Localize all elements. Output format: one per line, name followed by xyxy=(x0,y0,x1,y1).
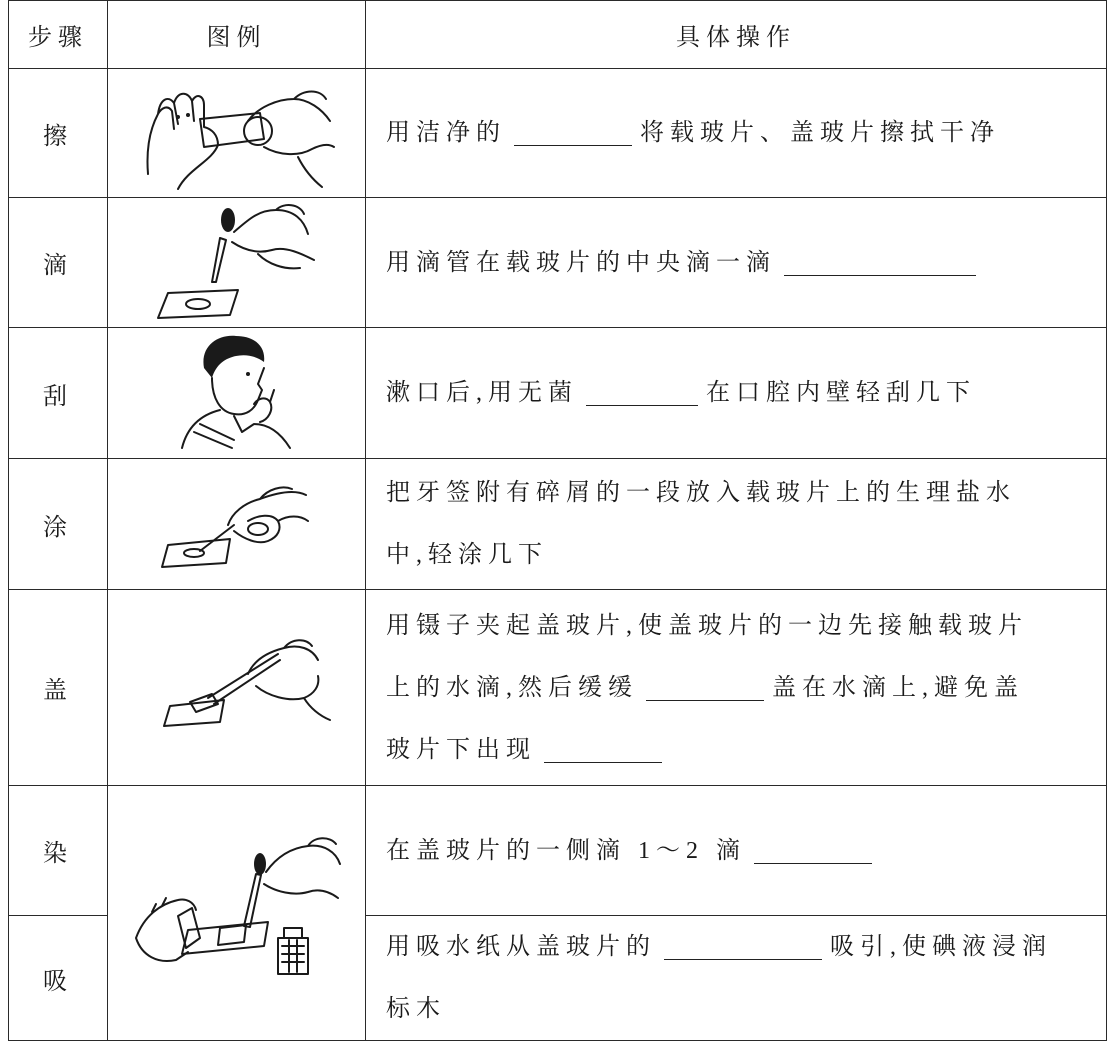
table-row xyxy=(9,590,1107,786)
diagram-cell xyxy=(108,198,366,328)
raised-hand xyxy=(254,390,274,422)
header-diagram: 图例 xyxy=(108,1,366,69)
operation-text: 上的水滴,然后缓缓 xyxy=(386,674,638,701)
operation-line xyxy=(386,232,1106,294)
operation-cell xyxy=(366,328,1107,459)
operation-text: 漱口后,用无菌 xyxy=(386,380,578,406)
hand-shape xyxy=(232,205,314,268)
operation-text: 盖在水滴上,避免盖 xyxy=(772,674,1024,701)
operation-line xyxy=(386,102,1106,164)
operation-line xyxy=(386,657,1106,719)
diagram-cell xyxy=(108,590,366,786)
dropper-tube xyxy=(212,238,226,282)
table-row xyxy=(9,198,1107,328)
operation-line: 用镊子夹起盖玻片,使盖玻片的一边先接触载玻片 xyxy=(386,612,1028,639)
operation-cell xyxy=(366,459,1107,590)
left-hand-shape xyxy=(136,898,196,961)
operation-line: 把牙签附有碎屑的一段放入载玻片上的生理盐水 xyxy=(386,480,1016,506)
step-label: 刮 xyxy=(9,328,108,459)
operation-text: 玻片下出现 xyxy=(386,736,536,763)
answer-blank xyxy=(784,245,976,276)
step-label: 滴 xyxy=(9,198,108,328)
hand-shape xyxy=(228,487,308,542)
glass-slide xyxy=(162,539,230,567)
answer-blank xyxy=(586,375,698,406)
operation-line: 标木 xyxy=(386,996,446,1022)
face-outline xyxy=(212,368,264,414)
dropper-bulb xyxy=(254,853,266,875)
answer-blank xyxy=(664,929,822,960)
answer-blank xyxy=(544,732,662,763)
toothpick-smear-illustration xyxy=(108,459,366,589)
operation-cell xyxy=(366,786,1107,916)
operation-cell xyxy=(366,590,1107,786)
eye xyxy=(246,372,250,376)
boy-scraping-mouth-illustration xyxy=(108,328,366,458)
operation-text: 用滴管在载玻片的中央滴一滴 xyxy=(386,249,776,276)
operation-text: 将载玻片、盖玻片擦拭干净 xyxy=(640,120,1000,146)
step-label: 擦 xyxy=(9,69,108,198)
left-hand-shape xyxy=(147,94,218,189)
right-hand-shape xyxy=(264,838,340,898)
operation-line: 中,轻涂几下 xyxy=(386,542,548,568)
water-drop xyxy=(186,299,210,309)
operation-text: 在口腔内壁轻刮几下 xyxy=(706,380,976,406)
knuckle xyxy=(248,523,268,535)
operation-line xyxy=(386,362,1106,424)
answer-blank xyxy=(646,670,764,701)
procedure-table xyxy=(8,0,1107,1041)
operation-line xyxy=(386,719,1106,781)
absorbent-paper xyxy=(178,908,200,948)
header-step: 步骤 xyxy=(9,1,108,69)
diagram-cell xyxy=(108,69,366,198)
step-label: 吸 xyxy=(9,916,108,1041)
hand-shape xyxy=(248,640,330,720)
table-row xyxy=(9,459,1107,590)
operation-line xyxy=(386,916,1106,978)
diagram-cell xyxy=(108,459,366,590)
table-row xyxy=(9,328,1107,459)
tweezers xyxy=(208,654,280,704)
table-row xyxy=(9,786,1107,916)
tweezers-coverslip-illustration xyxy=(108,590,366,785)
table-header-row xyxy=(9,1,1107,69)
dropper-tube xyxy=(244,874,261,927)
operation-text: 在盖玻片的一侧滴 1～2 滴 xyxy=(386,837,746,864)
table-row xyxy=(9,69,1107,198)
wipe-slide-illustration xyxy=(108,69,366,197)
step-label: 涂 xyxy=(9,459,108,590)
collar-stripes xyxy=(194,424,234,448)
answer-blank xyxy=(754,833,872,864)
operation-text: 吸引,使碘液浸润 xyxy=(830,934,1052,960)
dropper-drip-illustration xyxy=(108,198,366,327)
coverslip xyxy=(218,925,246,945)
operation-text: 用洁净的 xyxy=(386,120,506,146)
iodine-bottle xyxy=(278,928,308,974)
operation-cell xyxy=(366,916,1107,1041)
answer-blank xyxy=(514,115,632,146)
dropper-bulb xyxy=(221,208,235,232)
operation-cell xyxy=(366,69,1107,198)
diagram-cell xyxy=(108,786,366,1041)
body-outline xyxy=(182,410,290,448)
operation-text: 用吸水纸从盖玻片的 xyxy=(386,934,656,960)
step-label: 盖 xyxy=(9,590,108,786)
diagram-cell xyxy=(108,328,366,459)
operation-cell xyxy=(366,198,1107,328)
stain-and-absorb-illustration xyxy=(108,788,366,1038)
header-operation: 具体操作 xyxy=(366,1,1107,69)
operation-line xyxy=(386,820,1106,882)
hair-shape xyxy=(203,336,264,378)
step-label: 染 xyxy=(9,786,108,916)
glass-slide xyxy=(158,290,238,318)
